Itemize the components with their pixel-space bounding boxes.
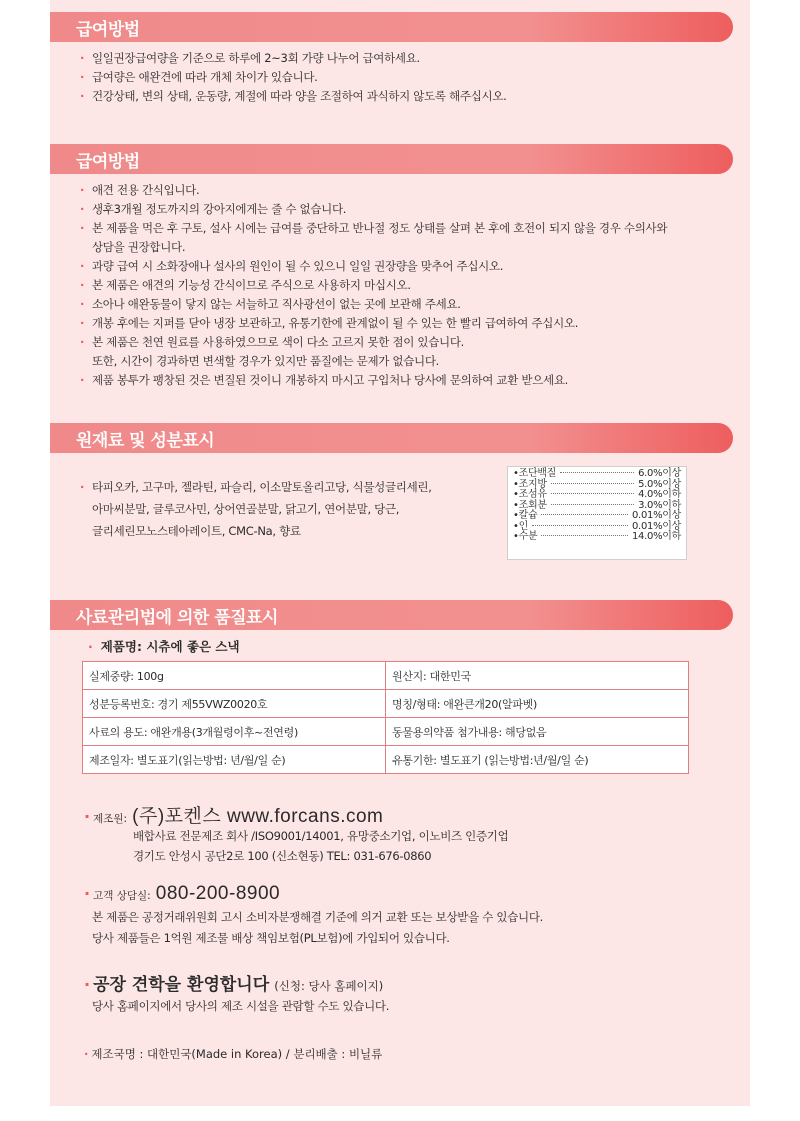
tour-text: 당사 홈페이지에서 당사의 제조 시설을 관람할 수도 있습니다. bbox=[92, 999, 390, 1013]
dot-leader bbox=[541, 514, 628, 515]
quality-table bbox=[82, 661, 689, 774]
table-cell: 사료의 용도: 애완개용(3개월령이후~전연령) bbox=[83, 718, 386, 746]
feeding-list-1 bbox=[80, 49, 740, 106]
list-item: · 건강상태, 변의 상태, 운동량, 계절에 따라 양을 조절하여 과식하지 않도록 해주십시오. bbox=[80, 87, 740, 106]
guaranteed-analysis-box bbox=[507, 466, 687, 560]
section-header-ingredients bbox=[50, 423, 733, 453]
list-item: · 생후3개월 정도까지의 강아지에게는 줄 수 없습니다. bbox=[80, 200, 740, 219]
list-item: · 소아나 애완동물이 닿지 않는 서늘하고 직사광선이 없는 곳에 보관해 주세요. bbox=[80, 295, 740, 314]
support-text-2: 당사 제품들은 1억원 제조물 배상 책임보험(PL보험)에 가입되어 있습니다. bbox=[92, 931, 450, 945]
origin-text: 제조국명 : 대한민국(Made in Korea) / 분리배출 : 비닐류 bbox=[91, 1047, 383, 1061]
support-text-1: 본 제품은 공정거래위원회 고시 소비자분쟁해결 기준에 의거 교환 또는 보상받을 수 있습니다. bbox=[92, 910, 544, 924]
tour-note: (신청: 당사 홈페이지) bbox=[274, 979, 384, 993]
origin-line bbox=[84, 1046, 382, 1062]
table-cell: 동물용의약품 첨가내용: 해당없음 bbox=[386, 718, 689, 746]
bullet-icon: · bbox=[80, 335, 85, 349]
maker-label: 제조원: bbox=[93, 813, 128, 825]
tour-line bbox=[84, 970, 383, 995]
bullet-icon: · bbox=[80, 259, 85, 273]
table-cell: 명칭/형태: 애완큰개20(알파벳) bbox=[386, 690, 689, 718]
bullet-icon: · bbox=[80, 89, 85, 103]
analysis-row: •수분 14.0%이하 bbox=[513, 531, 681, 542]
dot-leader bbox=[551, 504, 634, 505]
table-row bbox=[83, 690, 689, 718]
ingredients-list bbox=[80, 476, 490, 542]
product-name: · 제품명: 시츄에 좋은 스낵 bbox=[88, 639, 240, 654]
list-item: · 본 제품은 천연 원료를 사용하였으므로 색이 다소 고르지 못한 점이 있습니다. 또한, 시간이 경과하면 변색할 경우가 있지만 품질에는 문제가 없습니다. bbox=[80, 335, 464, 368]
table-cell: 유통기한: 별도표기 (읽는방법:년/월/일 순) bbox=[386, 746, 689, 774]
support-label: 고객 상담실: bbox=[93, 890, 151, 902]
list-item: · 본 제품을 먹은 후 구토, 설사 시에는 급여를 중단하고 반나절 정도 상태를 살펴 본 후에 호전이 되지 않을 경우 수의사와 상담을 권장합니다. bbox=[80, 221, 668, 254]
bullet-icon: · bbox=[84, 1047, 89, 1061]
analysis-row: •조단백질 6.0%이상 bbox=[513, 468, 681, 479]
table-cell: 성분등록번호: 경기 제55VWZ0020호 bbox=[83, 690, 386, 718]
dot-leader bbox=[551, 493, 634, 494]
section-title: 원재료 및 성분표시 bbox=[76, 431, 215, 451]
bullet-icon: · bbox=[80, 70, 85, 84]
support-phone: 080-200-8900 bbox=[155, 883, 281, 904]
section-header-feeding-1 bbox=[50, 12, 733, 42]
analysis-row: •조지방 5.0%이상 bbox=[513, 478, 681, 490]
support-line bbox=[84, 883, 280, 905]
tour-headline: 공장 견학을 환영합니다 bbox=[93, 975, 270, 995]
bullet-icon: · bbox=[80, 202, 85, 216]
maker-certifications: 배합사료 전문제조 회사 /ISO9001/14001, 유망중소기업, 이노비즈 인증기업 bbox=[133, 829, 509, 843]
analysis-row: •조회분 3.0%이하 bbox=[513, 499, 681, 511]
list-item: · 개봉 후에는 지퍼를 닫아 냉장 보관하고, 유통기한에 관계없이 될 수 있는 한 빨리 급여하여 주십시오. bbox=[80, 314, 740, 333]
list-item: · 일일권장급여량을 기준으로 하루에 2~3회 가량 나누어 급여하세요. bbox=[80, 49, 740, 68]
ingredients-text: · 타피오카, 고구마, 젤라틴, 파슬리, 이소말토올리고당, 식물성글리세린, 아마씨분말, 글루코사민, 상어연골분말, 닭고기, 연어분말, 당근, 글리세린모노스테아레이트, CMC-Na, 향료 bbox=[80, 476, 490, 542]
table-row bbox=[83, 662, 689, 690]
bullet-icon: · bbox=[84, 884, 91, 903]
list-item: · 애견 전용 간식입니다. bbox=[80, 181, 740, 200]
analysis-row: •조섬유 4.0%이하 bbox=[513, 489, 681, 500]
bullet-icon: · bbox=[80, 51, 85, 65]
section-title: 사료관리법에 의한 품질표시 bbox=[76, 608, 278, 628]
bullet-icon: · bbox=[84, 975, 91, 994]
section-title: 급여방법 bbox=[76, 152, 140, 172]
section-title: 급여방법 bbox=[76, 20, 140, 40]
analysis-row: •칼슘 0.01%이상 bbox=[513, 510, 681, 521]
dot-leader bbox=[560, 472, 634, 473]
bullet-icon: · bbox=[80, 480, 85, 494]
maker-address: 경기도 안성시 공단2로 100 (신소현동) TEL: 031-676-0860 bbox=[133, 849, 432, 863]
dot-leader bbox=[532, 525, 628, 526]
bullet-icon: · bbox=[84, 807, 91, 826]
table-cell: 실제중량: 100g bbox=[83, 662, 386, 690]
table-cell: 원산지: 대한민국 bbox=[386, 662, 689, 690]
section-header-feeding-2 bbox=[50, 144, 733, 174]
bullet-icon: · bbox=[80, 373, 85, 387]
bullet-icon: · bbox=[80, 297, 85, 311]
list-item: · 과량 급여 시 소화장애나 설사의 원인이 될 수 있으니 일일 권장량을 맞추어 주십시오. bbox=[80, 257, 740, 276]
table-cell: 제조일자: 별도표기(읽는방법: 년/월/일 순) bbox=[83, 746, 386, 774]
bullet-icon: · bbox=[80, 278, 85, 292]
bullet-icon: · bbox=[80, 316, 85, 330]
list-item: · 본 제품은 애견의 기능성 간식이므로 주식으로 사용하지 마십시오. bbox=[80, 276, 740, 295]
section-header-quality bbox=[50, 600, 733, 630]
list-item: · 제품 봉투가 팽창된 것은 변질된 것이니 개봉하지 마시고 구입처나 당사에 문의하여 교환 받으세요. bbox=[80, 371, 740, 390]
bullet-icon: · bbox=[80, 183, 85, 197]
feeding-list-2 bbox=[80, 181, 740, 390]
dot-leader bbox=[541, 535, 628, 536]
maker-line bbox=[84, 801, 383, 828]
analysis-row: •인 0.01%이상 bbox=[513, 520, 681, 532]
maker-name: (주)포켄스 www.forcans.com bbox=[132, 806, 384, 827]
table-row bbox=[83, 746, 689, 774]
bullet-icon: · bbox=[88, 639, 93, 654]
table-row bbox=[83, 718, 689, 746]
dot-leader bbox=[551, 483, 634, 484]
list-item: · 급여량은 애완견에 따라 개체 차이가 있습니다. bbox=[80, 68, 740, 87]
bullet-icon: · bbox=[80, 221, 85, 235]
